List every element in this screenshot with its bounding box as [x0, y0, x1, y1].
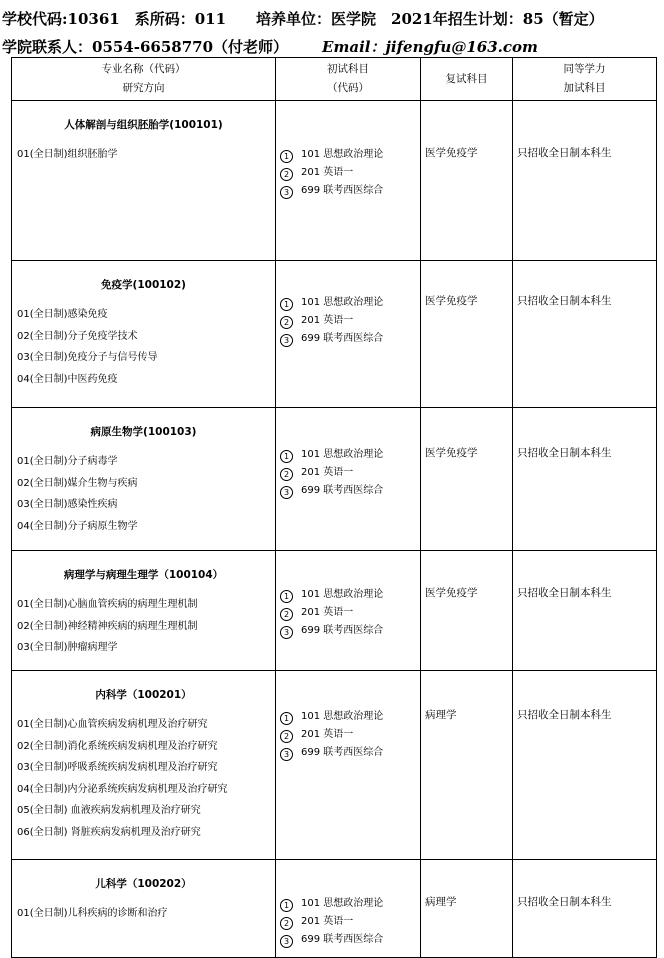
major-cell [12, 408, 276, 551]
exam-subject [280, 586, 420, 604]
retest-subject: 医学免疫学 [425, 587, 478, 599]
circled-number: 1 [280, 899, 293, 912]
direction-list [12, 144, 275, 166]
circled-number: 2 [280, 730, 293, 743]
exam-subject [280, 146, 420, 164]
direction-item: 05(全日制) 血液疾病发病机理及治疗研究 [17, 805, 201, 816]
extra-note: 只招收全日制本科生 [517, 295, 612, 307]
exam-subjects-cell [276, 671, 421, 860]
exam-subject [280, 622, 420, 640]
circled-number: 1 [280, 712, 293, 725]
major-title: 免疫学(100102) [101, 279, 186, 291]
major-cell [12, 261, 276, 408]
direction-item: 02(全日制)分子免疫学技术 [17, 330, 138, 342]
exam-subject-text: 101 思想政治理论 [301, 711, 384, 722]
circled-number: 2 [280, 316, 293, 329]
extra-note: 只招收全日制本科生 [517, 896, 612, 908]
extra-cell [513, 408, 657, 551]
exam-subject [280, 330, 420, 348]
circled-number: 3 [280, 935, 293, 948]
exam-subject-text: 101 思想政治理论 [301, 297, 384, 308]
exam-subject-text: 201 英语一 [301, 167, 354, 178]
major-cell [12, 671, 276, 860]
email-address: Email：jifengfu@163.com [322, 38, 538, 56]
circled-number: 2 [280, 608, 293, 621]
circled-number: 3 [280, 626, 293, 639]
exam-subject-text: 201 英语一 [301, 729, 354, 740]
circled-number: 3 [280, 334, 293, 347]
extra-cell [513, 101, 657, 261]
direction-item: 02(全日制)神经精神疾病的病理生理机制 [17, 620, 198, 632]
extra-cell [513, 860, 657, 958]
contact-info: 学院联系人：0554-6658770（付老师） [2, 38, 289, 56]
direction-item: 01(全日制)心脑血管疾病的病理生理机制 [17, 599, 198, 610]
exam-subject-text: 699 联考西医综合 [301, 185, 384, 196]
exam-subject-text: 201 英语一 [301, 315, 354, 326]
extra-cell [513, 551, 657, 671]
exam-subject-text: 101 思想政治理论 [301, 589, 384, 600]
extra-cell [513, 261, 657, 408]
exam-subject-text: 699 联考西医综合 [301, 934, 384, 945]
direction-item: 01(全日制)心血管疾病发病机理及治疗研究 [17, 719, 208, 730]
exam-subject-text: 101 思想政治理论 [301, 898, 384, 909]
direction-item: 04(全日制)分子病原生物学 [17, 520, 138, 532]
exam-subject [280, 446, 420, 464]
exam-subjects-cell [276, 408, 421, 551]
exam-subject [280, 182, 420, 200]
major-cell [12, 101, 276, 261]
major-title: 内科学（100201） [95, 689, 192, 701]
direction-list [12, 903, 275, 925]
direction-item: 01(全日制)组织胚胎学 [17, 149, 118, 160]
circled-number: 1 [280, 450, 293, 463]
table-row [12, 551, 657, 671]
exam-subject-text: 699 联考西医综合 [301, 333, 384, 344]
extra-note: 只招收全日制本科生 [517, 587, 612, 599]
retest-cell [421, 101, 513, 261]
header-line-1: 学校代码:10361 系所码：011 培养单位：医学院 2021年招生计划：85（暂定） [2, 10, 604, 28]
table-row [12, 860, 657, 958]
major-title: 人体解剖与组织胚胎学(100101) [64, 119, 223, 131]
circled-number: 3 [280, 486, 293, 499]
table-row [12, 671, 657, 860]
extra-note: 只招收全日制本科生 [517, 147, 612, 159]
direction-item: 03(全日制)感染性疾病 [17, 499, 118, 510]
exam-subject [280, 464, 420, 482]
direction-item: 03(全日制)呼吸系统疾病发病机理及治疗研究 [17, 762, 218, 773]
direction-item: 03(全日制)肿瘤病理学 [17, 642, 118, 653]
direction-item: 03(全日制)免疫分子与信号传导 [17, 352, 158, 363]
direction-item: 04(全日制)内分泌系统疾病发病机理及治疗研究 [17, 783, 228, 795]
direction-item: 01(全日制)儿科疾病的诊断和治疗 [17, 908, 168, 919]
direction-item: 02(全日制)媒介生物与疾病 [17, 477, 138, 489]
retest-cell [421, 551, 513, 671]
circled-number: 2 [280, 468, 293, 481]
exam-subject-text: 201 英语一 [301, 916, 354, 927]
retest-cell [421, 860, 513, 958]
retest-cell [421, 261, 513, 408]
direction-list [12, 304, 275, 390]
direction-item: 02(全日制)消化系统疾病发病机理及治疗研究 [17, 740, 218, 752]
circled-number: 3 [280, 186, 293, 199]
exam-subject [280, 294, 420, 312]
table-header-row [12, 58, 657, 101]
exam-subject [280, 895, 420, 913]
circled-number: 3 [280, 748, 293, 761]
retest-cell [421, 408, 513, 551]
header-major: 专业名称（代码） 研究方向 [12, 58, 276, 101]
direction-item: 01(全日制)感染免疫 [17, 309, 108, 320]
exam-subjects-cell [276, 551, 421, 671]
header-line-2 [2, 36, 538, 57]
table-row [12, 408, 657, 551]
circled-number: 2 [280, 168, 293, 181]
extra-note: 只招收全日制本科生 [517, 709, 612, 721]
exam-subject [280, 312, 420, 330]
circled-number: 1 [280, 298, 293, 311]
retest-subject: 病理学 [425, 896, 457, 908]
major-title: 儿科学（100202） [95, 878, 192, 890]
exam-subject-text: 101 思想政治理论 [301, 449, 384, 460]
exam-subject-text: 101 思想政治理论 [301, 149, 384, 160]
direction-item: 04(全日制)中医药免疫 [17, 373, 118, 385]
exam-subject [280, 482, 420, 500]
exam-subject [280, 604, 420, 622]
exam-subjects-cell [276, 860, 421, 958]
direction-list [12, 451, 275, 537]
exam-subject-text: 201 英语一 [301, 607, 354, 618]
table-row [12, 101, 657, 261]
exam-subject-text: 699 联考西医综合 [301, 625, 384, 636]
exam-subject-text: 699 联考西医综合 [301, 747, 384, 758]
exam-subject [280, 913, 420, 931]
major-cell [12, 551, 276, 671]
direction-item: 01(全日制)分子病毒学 [17, 456, 118, 467]
circled-number: 2 [280, 917, 293, 930]
direction-list [12, 594, 275, 659]
exam-subjects-cell [276, 101, 421, 261]
major-cell [12, 860, 276, 958]
direction-list [12, 714, 275, 843]
exam-subject [280, 931, 420, 949]
exam-subject [280, 164, 420, 182]
exam-subject [280, 744, 420, 762]
header-retest: 复试科目 [421, 58, 513, 101]
header-extra: 同等学力 加试科目 [513, 58, 657, 101]
circled-number: 1 [280, 590, 293, 603]
extra-cell [513, 671, 657, 860]
exam-subject-text: 201 英语一 [301, 467, 354, 478]
header-exam: 初试科目 （代码） [276, 58, 421, 101]
extra-note: 只招收全日制本科生 [517, 447, 612, 459]
major-title: 病理学与病理生理学（100104） [63, 569, 224, 581]
exam-subjects-cell [276, 261, 421, 408]
retest-subject: 医学免疫学 [425, 447, 478, 459]
direction-item: 06(全日制) 肾脏疾病发病机理及治疗研究 [17, 826, 201, 838]
circled-number: 1 [280, 150, 293, 163]
exam-subject [280, 708, 420, 726]
retest-subject: 病理学 [425, 709, 457, 721]
exam-subject [280, 726, 420, 744]
retest-subject: 医学免疫学 [425, 147, 478, 159]
table-row [12, 261, 657, 408]
retest-subject: 医学免疫学 [425, 295, 478, 307]
retest-cell [421, 671, 513, 860]
exam-subject-text: 699 联考西医综合 [301, 485, 384, 496]
major-title: 病原生物学(100103) [90, 426, 197, 438]
admissions-table [11, 57, 657, 958]
